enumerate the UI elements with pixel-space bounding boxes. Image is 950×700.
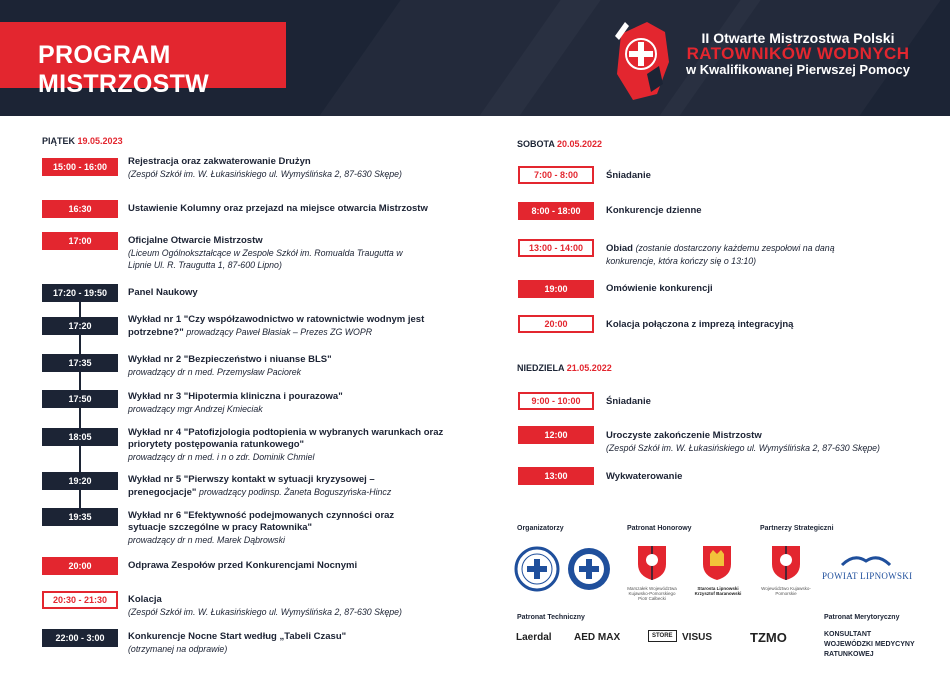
- schedule-entry: [128, 235, 403, 271]
- time-badge: 19:00: [518, 280, 594, 298]
- schedule-entry: [606, 283, 713, 295]
- day-label-sunday: [517, 363, 612, 373]
- schedule-entry: [128, 631, 346, 655]
- schedule-entry: [606, 170, 651, 182]
- time-badge: 17:00: [42, 232, 118, 250]
- entry-title: Konkurencje dzienne: [606, 205, 702, 216]
- schedule-entry: [606, 471, 682, 483]
- marshal-coat-of-arms-icon: [636, 544, 668, 582]
- time-badge: 16:30: [42, 200, 118, 218]
- event-title-line2: RATOWNIKÓW WODNYCH: [686, 44, 910, 63]
- entry-title: Ustawienie Kolumny oraz przejazd na miejsce otwarcia Mistrzostw: [128, 203, 428, 214]
- store-logo: STORE: [648, 630, 677, 642]
- entry-title: Wykład nr 3 "Hipotermia kliniczna i pourazowa": [128, 391, 343, 402]
- day-date: 19.05.2023: [77, 136, 123, 146]
- time-badge: 9:00 - 10:00: [518, 392, 594, 410]
- laerdal-logo: Laerdal: [516, 632, 552, 643]
- aedmax-logo: AED MAX: [574, 632, 621, 643]
- entry-title: priorytety postępowania ratunkowego": [128, 439, 305, 450]
- consultant-text: KONSULTANT WOJEWÓDZKI MEDYCYNY RATUNKOWEJ: [824, 631, 915, 658]
- entry-title: Oficjalne Otwarcie Mistrzostw: [128, 235, 263, 246]
- entry-speaker: prowadzący mgr Andrzej Kmieciak: [128, 404, 263, 414]
- entry-title: Wykwaterowanie: [606, 471, 683, 482]
- time-badge: 22:00 - 3:00: [42, 629, 118, 647]
- honorary2-caption: Starosta Lipnowski Krzysztof Baranowski: [694, 586, 742, 596]
- entry-location: (Zespół Szkół im. W. Łukasińskiego ul. Wymyślińska 2, 87-630 Skępe): [606, 443, 880, 453]
- entry-title: Uroczyste zakończenie Mistrzostw: [606, 430, 762, 441]
- entry-title: Śniadanie: [606, 170, 651, 181]
- honorary1-caption: Marszałek Województwa Kujawsko-Pomorskiego Piotr Całbecki: [627, 586, 677, 601]
- day-name: SOBOTA: [517, 139, 555, 149]
- entry-title: Konkurencje Nocne Start według „Tabeli Czasu": [128, 631, 347, 642]
- time-badge: 17:35: [42, 354, 118, 372]
- entry-speaker: prowadzący podinsp. Żaneta Boguszyńska-Hincz: [199, 487, 392, 497]
- entry-location: (Liceum Ogólnokształcące w Zespole Szkół im. Romualda Traugutta w: [128, 248, 403, 258]
- program-title-box: [0, 22, 286, 98]
- schedule-entry: [128, 510, 394, 546]
- day-label-friday: [42, 136, 123, 146]
- starosta-coat-of-arms-icon: [701, 544, 733, 582]
- event-title-line3: w Kwalifikowanej Pierwszej Pomocy: [686, 62, 910, 77]
- entry-title: potrzebne?": [128, 327, 184, 338]
- schedule-entry: [128, 560, 357, 572]
- entry-title: Wykład nr 5 "Pierwszy kontakt w sytuacji kryzysowej –: [128, 474, 375, 485]
- strategic-label: Partnerzy Strategiczni: [760, 525, 834, 532]
- program-title: PROGRAM MISTRZOSTW: [38, 41, 210, 98]
- schedule-entry: [606, 205, 702, 217]
- entry-speaker: prowadzący Paweł Błasiak – Prezes ZG WOPR: [186, 327, 373, 337]
- time-badge: 20:30 - 21:30: [42, 591, 118, 609]
- entry-title: Odprawa Zespołów przed Konkurencjami Nocnymi: [128, 560, 358, 571]
- substantive-label: Patronat Merytoryczny: [824, 614, 900, 621]
- entry-title: Wykład nr 2 "Bezpieczeństwo i niuanse BLS": [128, 354, 332, 365]
- schedule-entry: [128, 594, 402, 618]
- day-name: NIEDZIELA: [517, 363, 565, 373]
- wopr-kujawsko-logo-icon: [566, 546, 612, 592]
- powiat-wave-icon: [840, 551, 892, 569]
- time-badge: 17:50: [42, 390, 118, 408]
- event-title: [686, 30, 910, 78]
- day-date: 21.05.2022: [566, 363, 612, 373]
- schedule-entry: [128, 474, 391, 499]
- schedule-entry: [128, 203, 428, 215]
- time-badge: 7:00 - 8:00: [518, 166, 594, 184]
- day-label-saturday: [517, 139, 602, 149]
- schedule-entry: [128, 391, 343, 415]
- entry-speaker: prowadzący dr n med. Marek Dąbrowski: [128, 535, 285, 545]
- entry-title: Wykład nr 4 "Patofizjologia podtopienia w wybranych warunkach oraz: [128, 427, 444, 438]
- entry-title: Śniadanie: [606, 396, 651, 407]
- time-badge: 12:00: [518, 426, 594, 444]
- schedule-entry: [606, 396, 651, 408]
- schedule-entry: [128, 287, 198, 299]
- visus-logo: VISUS: [682, 632, 713, 643]
- rescuer-logo-icon: [607, 14, 679, 106]
- voivodeship-coat-of-arms-icon: [770, 544, 802, 582]
- day-name: PIĄTEK: [42, 136, 76, 146]
- schedule-entry: [128, 354, 332, 378]
- time-badge: 18:05: [42, 428, 118, 446]
- schedule-entry: [606, 430, 880, 454]
- entry-title: Omówienie konkurencji: [606, 283, 713, 294]
- tzmo-logo: TZMO: [750, 630, 787, 645]
- schedule-entry: [128, 156, 402, 180]
- entry-location: (Zespół Szkół im. W. Łukasińskiego ul. Wymyślińska 2, 87-630 Skępe): [128, 607, 402, 617]
- time-badge: 20:00: [518, 315, 594, 333]
- entry-speaker: prowadzący dr n med. i n o zdr. Dominik Chmiel: [128, 452, 315, 462]
- organizers-label: Organizatorzy: [517, 525, 564, 532]
- schedule-entry: [606, 242, 835, 267]
- entry-location: (otrzymanej na odprawie): [128, 644, 228, 654]
- event-title-line1: II Otwarte Mistrzostwa Polski: [701, 30, 895, 46]
- time-badge: 17:20 - 19:50: [42, 284, 118, 302]
- schedule-entry: [128, 314, 424, 339]
- entry-location: Lipnie Ul. R. Traugutta 1, 87-600 Lipno): [128, 260, 282, 270]
- entry-title: Wykład nr 1 "Czy współzawodnictwo w ratownictwie wodnym jest: [128, 314, 425, 325]
- powiat-text: POWIAT LIPNOWSKI: [822, 571, 913, 581]
- time-badge: 19:35: [42, 508, 118, 526]
- entry-title: Kolacja połączona z imprezą integracyjną: [606, 319, 794, 330]
- entry-title: Kolacja: [128, 594, 162, 605]
- time-badge: 8:00 - 18:00: [518, 202, 594, 220]
- entry-title: Obiad: [606, 243, 633, 254]
- entry-note: konkurencje, która kończy się o 13:10): [606, 256, 757, 266]
- header-banner: [0, 0, 950, 116]
- wopr-logo-icon: [514, 546, 560, 592]
- time-badge: 17:20: [42, 317, 118, 335]
- technical-label: Patronat Techniczny: [517, 614, 585, 621]
- entry-location: (Zespół Szkół im. W. Łukasińskiego ul. Wymyślińska 2, 87-630 Skępe): [128, 169, 402, 179]
- entry-title: prenegocjacje": [128, 487, 197, 498]
- schedule-entry: [606, 319, 793, 331]
- entry-title: Wykład nr 6 "Efektywność podejmowanych czynności oraz: [128, 510, 395, 521]
- day-date: 20.05.2022: [557, 139, 603, 149]
- time-badge: 19:20: [42, 472, 118, 490]
- entry-note: (zostanie dostarczony każdemu zespołowi na daną: [635, 243, 835, 253]
- time-badge: 13:00 - 14:00: [518, 239, 594, 257]
- time-badge: 15:00 - 16:00: [42, 158, 118, 176]
- strategic1-caption: Województwo Kujawsko-Pomorskie: [761, 586, 811, 596]
- entry-title: Panel Naukowy: [128, 287, 198, 298]
- honorary-label: Patronat Honorowy: [627, 525, 692, 532]
- schedule-entry: [128, 427, 443, 463]
- entry-speaker: prowadzący dr n med. Przemysław Paciorek: [128, 367, 302, 377]
- entry-title: sytuacje szczególne w pracy Ratownika": [128, 522, 313, 533]
- time-badge: 20:00: [42, 557, 118, 575]
- entry-title: Rejestracja oraz zakwaterowanie Drużyn: [128, 156, 311, 167]
- time-badge: 13:00: [518, 467, 594, 485]
